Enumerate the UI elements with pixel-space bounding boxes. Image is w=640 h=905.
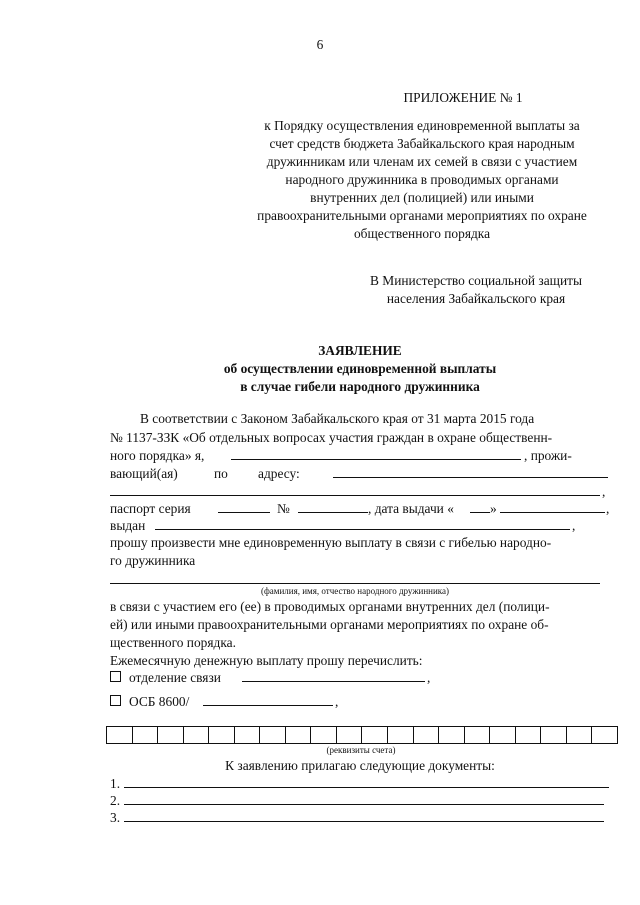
passport-number-label: № bbox=[277, 501, 290, 516]
comma: , bbox=[606, 501, 610, 516]
option-osb-label: ОСБ 8600/ bbox=[129, 694, 190, 709]
payment-method-label: Ежемесячную денежную выплату прошу перечислить: bbox=[110, 653, 423, 668]
paragraph-line: , прожи- bbox=[524, 448, 572, 463]
paragraph-line: вающий(ая) bbox=[110, 466, 178, 481]
doc-item-field-1[interactable] bbox=[124, 787, 609, 788]
option-osb[interactable] bbox=[110, 693, 189, 711]
heading-title: ЗАЯВЛЕНИЕ bbox=[318, 343, 402, 358]
issue-month-year-field[interactable] bbox=[500, 512, 605, 513]
paragraph-line: в связи с участием его (ее) в проводимых органами внутренних дел (полици- bbox=[110, 599, 550, 614]
address-field-2[interactable] bbox=[110, 495, 600, 496]
appendix-title: ПРИЛОЖЕНИЕ № 1 bbox=[403, 90, 523, 105]
comma: , bbox=[335, 694, 339, 709]
paragraph-line: го дружинника bbox=[110, 553, 196, 568]
checkbox-post-office[interactable] bbox=[110, 671, 121, 682]
doc-item-field-3[interactable] bbox=[124, 821, 604, 822]
option-post-office[interactable] bbox=[110, 669, 221, 687]
addressee bbox=[340, 272, 612, 308]
paragraph-line: прошу произвести мне единовременную выплату в связи с гибелью народно- bbox=[110, 535, 552, 550]
doc-item-number: 3. bbox=[110, 810, 121, 825]
issued-by-field[interactable] bbox=[155, 529, 570, 530]
address-field-1[interactable] bbox=[333, 477, 608, 478]
comma: , bbox=[572, 518, 576, 533]
appendix-text bbox=[232, 117, 612, 243]
issued-by-label: выдан bbox=[110, 518, 146, 533]
appendix-line: дружинникам или членам их семей в связи с участием bbox=[266, 154, 578, 169]
doc-item-number: 2. bbox=[110, 793, 121, 808]
issue-date-quote: » bbox=[490, 501, 497, 516]
volunteer-name-caption: (фамилия, имя, отчество народного дружинника) bbox=[260, 586, 450, 596]
appendix-line: счет средств бюджета Забайкальского края народным bbox=[269, 136, 575, 151]
appendix-line: к Порядку осуществления единовременной выплаты за bbox=[264, 118, 580, 133]
checkbox-osb[interactable] bbox=[110, 695, 121, 706]
doc-item-number: 1. bbox=[110, 776, 121, 791]
paragraph-line: адресу: bbox=[258, 466, 300, 481]
documents-title: К заявлению прилагаю следующие документы: bbox=[225, 758, 495, 773]
paragraph-line: ного порядка» я, bbox=[110, 448, 205, 463]
applicant-name-field[interactable] bbox=[231, 459, 521, 460]
osb-branch-field[interactable] bbox=[203, 705, 333, 706]
paragraph-line: по bbox=[214, 466, 228, 481]
addressee-line-1: В Министерство социальной защиты bbox=[370, 273, 582, 288]
appendix-line: правоохранительными органами мероприятиях по охране bbox=[257, 208, 587, 223]
heading-subtitle-2: в случае гибели народного дружинника bbox=[240, 379, 480, 394]
page-number: 6 bbox=[316, 37, 324, 52]
account-caption: (реквизиты счета) bbox=[326, 745, 396, 755]
paragraph-line: В соответствии с Законом Забайкальского края от 31 марта 2015 года bbox=[140, 411, 535, 426]
doc-item-field-2[interactable] bbox=[124, 804, 604, 805]
comma: , bbox=[427, 670, 431, 685]
issue-day-field[interactable] bbox=[470, 512, 490, 513]
passport-number-field[interactable] bbox=[298, 512, 368, 513]
issue-date-label: , дата выдачи « bbox=[368, 501, 454, 516]
appendix-line: внутренних дел (полицией) или иными bbox=[310, 190, 534, 205]
post-office-field[interactable] bbox=[242, 681, 425, 682]
paragraph-line: № 1137-ЗЗК «Об отдельных вопросах участия граждан в охране общественн- bbox=[110, 430, 553, 445]
paragraph-line: ей) или иными правоохранительными органами мероприятиях по охране об- bbox=[110, 617, 549, 632]
passport-series-field[interactable] bbox=[218, 512, 270, 513]
document-heading bbox=[110, 342, 610, 396]
addressee-line-2: населения Забайкальского края bbox=[386, 291, 566, 306]
heading-subtitle-1: об осуществлении единовременной выплаты bbox=[223, 361, 497, 376]
option-post-office-label: отделение связи bbox=[129, 670, 221, 685]
passport-series-label: паспорт серия bbox=[110, 501, 191, 516]
appendix-line: общественного порядка bbox=[353, 226, 491, 241]
account-number-grid[interactable] bbox=[106, 726, 618, 744]
volunteer-name-field[interactable] bbox=[110, 583, 600, 584]
comma: , bbox=[602, 484, 606, 499]
appendix-line: народного дружинника в проводимых органами bbox=[285, 172, 559, 187]
paragraph-line: щественного порядка. bbox=[110, 635, 236, 650]
